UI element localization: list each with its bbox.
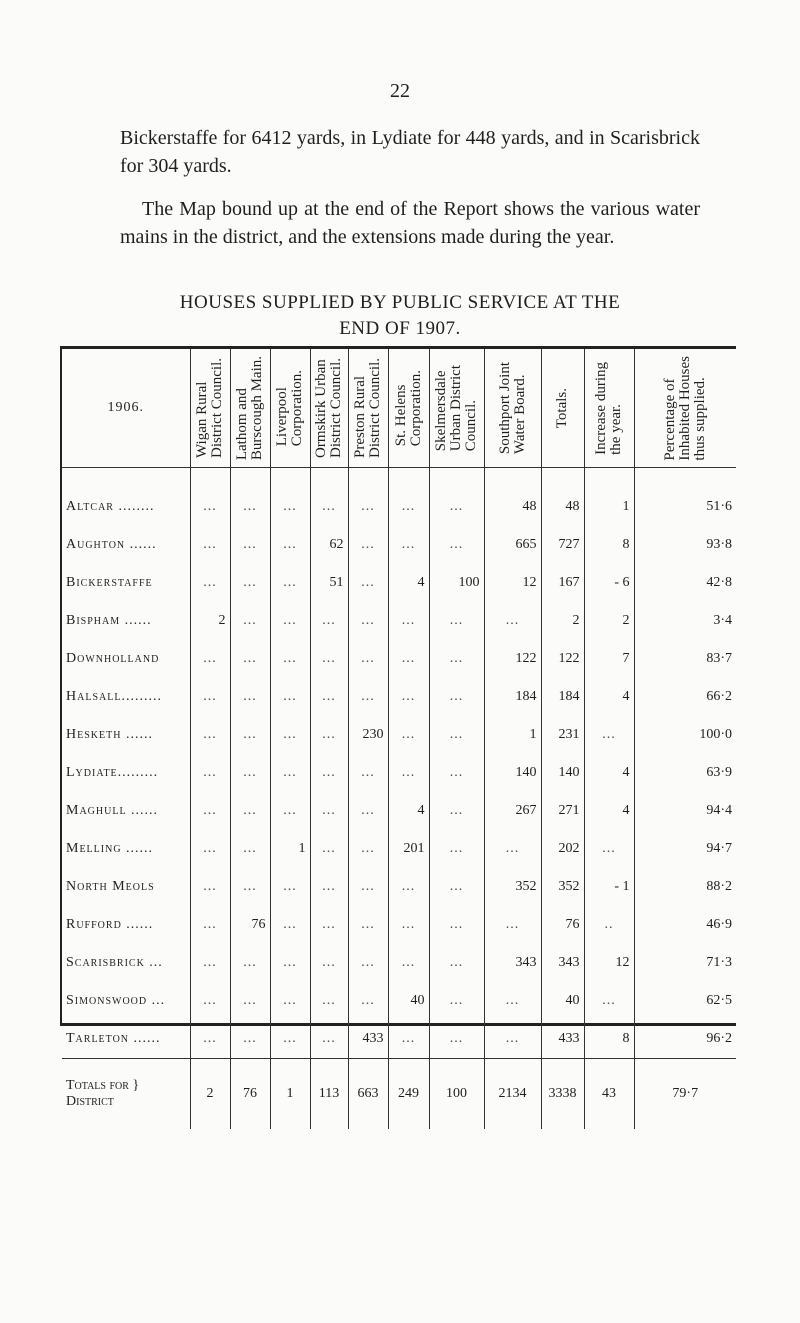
table-cell: ... [348,944,388,982]
table-cell: ... [348,982,388,1020]
table-row [62,526,736,564]
table-cell: ... [230,944,270,982]
col-header-liverpool: Liverpool Corporation. [270,349,310,468]
paragraph-continuation: Bickerstaffe for 6412 yards, in Lydiate for 448 yards, and in Scarisbrick for 304 yards. [120,127,700,177]
table-cell: ... [190,792,230,830]
table-cell: ... [230,640,270,678]
table-row [62,564,736,602]
table-cell: ... [270,1020,310,1059]
col-header-wigan: Wigan Rural District Council. [190,349,230,468]
table-cell: 3·4 [634,602,736,640]
table-title-line1: HOUSES SUPPLIED BY PUBLIC SERVICE AT THE [179,292,621,313]
col-header-skelmersdale: Skelmersdale Urban District Council. [429,349,484,468]
table-cell: 184 [541,678,584,716]
table-cell: ... [190,716,230,754]
year-header: 1906. [62,349,190,468]
table-cell: ... [348,488,388,526]
table-cell: 94·4 [634,792,736,830]
table-cell: 2 [541,602,584,640]
table-cell: ... [388,526,429,564]
table-cell: 76 [230,906,270,944]
table-cell: 727 [541,526,584,564]
row-place-name: Maghull ...... [66,803,159,818]
table-row [62,754,736,792]
table-cell: 100 [429,564,484,602]
table-cell: ... [190,526,230,564]
table-cell: 48 [541,488,584,526]
table-cell: ... [270,982,310,1020]
table-cell: 122 [484,640,541,678]
row-place-name: Scarisbrick ... [66,955,163,970]
table-cell: 343 [541,944,584,982]
table-cell: 2 [584,602,634,640]
table-cell: 4 [584,678,634,716]
table-cell: ... [190,944,230,982]
table-cell: ... [388,640,429,678]
row-place-name: Tarleton ...... [66,1031,161,1046]
table-cell: 1 [270,830,310,868]
table-row [62,488,736,526]
table-cell: ... [429,602,484,640]
total-cell: 663 [348,1059,388,1130]
total-cell: 2 [190,1059,230,1130]
table-cell: 267 [484,792,541,830]
table-cell: 352 [484,868,541,906]
table-cell: ... [584,830,634,868]
table-cell: 433 [348,1020,388,1059]
table-cell: ... [230,488,270,526]
table-cell: 1 [484,716,541,754]
table-cell: 665 [484,526,541,564]
table-cell: 93·8 [634,526,736,564]
table-cell: 46·9 [634,906,736,944]
table-cell: ... [230,678,270,716]
table-cell: 202 [541,830,584,868]
table-cell: ... [388,944,429,982]
table-cell: ... [388,1020,429,1059]
table-title [0,290,800,342]
total-cell: 100 [429,1059,484,1130]
totals-label: Totals for } District [62,1059,190,1130]
row-place-name: Hesketh ...... [66,727,153,742]
table-cell: ... [270,754,310,792]
total-cell: 113 [310,1059,348,1130]
table-row [62,716,736,754]
col-header-totals: Totals. [541,349,584,468]
table-cell: ... [310,640,348,678]
table-cell: 343 [484,944,541,982]
table-cell: ... [190,868,230,906]
col-header-preston: Preston Rural District Council. [348,349,388,468]
table-cell: ... [429,488,484,526]
table-cell: ... [429,526,484,564]
table-cell: ... [484,602,541,640]
table-cell: 271 [541,792,584,830]
table-cell: 63·9 [634,754,736,792]
page-number: 22 [390,80,410,102]
table-cell: ... [310,830,348,868]
table-cell: ... [190,906,230,944]
table-cell: ... [388,868,429,906]
table-cell: 51·6 [634,488,736,526]
table-cell: 140 [484,754,541,792]
table-cell: ... [190,754,230,792]
table-cell: ... [429,944,484,982]
table-cell: 96·2 [634,1020,736,1059]
table-cell: 352 [541,868,584,906]
table-cell: - 6 [584,564,634,602]
table-cell: 48 [484,488,541,526]
table-cell: 231 [541,716,584,754]
row-place-name: Altcar ........ [66,499,155,514]
table-cell: ... [348,602,388,640]
table-cell: ... [429,640,484,678]
paragraph-map-note: The Map bound up at the end of the Report shows the various water mains in the district, and the extensions made during the year. [120,198,700,248]
table-cell: ... [270,640,310,678]
col-header-lathom: Lathom and Burscough Main. [230,349,270,468]
table-cell: ... [270,678,310,716]
table-cell: 140 [541,754,584,792]
total-cell: 1 [270,1059,310,1130]
table-cell: ... [230,526,270,564]
row-place-name: Simonswood ... [66,993,166,1008]
table-cell: ... [230,792,270,830]
table-row [62,640,736,678]
table-cell: 94·7 [634,830,736,868]
table-row [62,868,736,906]
table-cell: 167 [541,564,584,602]
table-cell: ... [348,830,388,868]
table-cell: 83·7 [634,640,736,678]
table-cell: ... [348,868,388,906]
table-row [62,1020,736,1059]
table-cell: - 1 [584,868,634,906]
table-cell: ... [230,982,270,1020]
table-cell: ... [429,830,484,868]
table-cell: ... [388,488,429,526]
table-cell: 40 [388,982,429,1020]
table-cell: ... [310,602,348,640]
table-cell: ... [429,716,484,754]
table-cell: 71·3 [634,944,736,982]
table-cell: ... [270,944,310,982]
table-cell: 62 [310,526,348,564]
row-place-name: North Meols [66,879,155,894]
totals-row [62,1059,736,1130]
table-cell: 4 [388,792,429,830]
row-place-name: Downholland [66,651,160,666]
table-cell: ... [230,830,270,868]
table-cell: ... [429,906,484,944]
table-cell: ... [270,792,310,830]
table-cell: 8 [584,526,634,564]
table-cell: ... [348,792,388,830]
table-cell: ... [270,564,310,602]
houses-supplied-table [60,346,736,1109]
table-cell: ... [230,1020,270,1059]
table-row [62,830,736,868]
table-cell: ... [388,602,429,640]
table-cell: ... [190,1020,230,1059]
total-cell: 43 [584,1059,634,1130]
table-cell: 100·0 [634,716,736,754]
table-cell: .. [584,906,634,944]
table-row [62,792,736,830]
table-cell: ... [230,602,270,640]
table-cell: ... [348,564,388,602]
table-cell: ... [270,906,310,944]
table-cell: ... [270,868,310,906]
table-cell: 201 [388,830,429,868]
table-cell: 42·8 [634,564,736,602]
table-row [62,944,736,982]
table-cell: ... [310,716,348,754]
table-cell: 1 [584,488,634,526]
row-place-name: Bickerstaffe [66,575,153,590]
table-cell: ... [190,488,230,526]
table-cell: ... [388,678,429,716]
table-cell: ... [348,906,388,944]
table-cell: 122 [541,640,584,678]
table-cell: ... [348,754,388,792]
table-cell: ... [484,906,541,944]
table-cell: ... [584,716,634,754]
table-cell: ... [230,716,270,754]
table-cell: ... [230,868,270,906]
col-header-st-helens: St. Helens Corporation. [388,349,429,468]
header-row [62,349,736,468]
row-place-name: Aughton ...... [66,537,157,552]
table-row [62,906,736,944]
table-cell: ... [310,944,348,982]
table-cell: ... [190,678,230,716]
table-cell: ... [388,754,429,792]
table-cell: ... [190,640,230,678]
table-cell: ... [429,982,484,1020]
table-row [62,678,736,716]
table-cell: 40 [541,982,584,1020]
row-place-name: Melling ...... [66,841,154,856]
table-cell: ... [230,564,270,602]
table-cell: 12 [484,564,541,602]
table-cell: 8 [584,1020,634,1059]
table-body [62,468,736,1059]
table-cell: 184 [484,678,541,716]
table-cell: ... [310,488,348,526]
table-cell: 76 [541,906,584,944]
table-cell: ... [310,792,348,830]
total-cell: 76 [230,1059,270,1130]
table-cell: 51 [310,564,348,602]
col-header-percentage: Percentage of Inhabited Houses thus supplied. [634,349,736,468]
table-cell: 66·2 [634,678,736,716]
table-cell: ... [270,602,310,640]
total-cell: 2134 [484,1059,541,1130]
table-cell: ... [230,754,270,792]
table-cell: ... [310,982,348,1020]
table-cell: ... [270,488,310,526]
table-cell: ... [429,792,484,830]
table-cell: 4 [584,754,634,792]
table-cell: ... [190,982,230,1020]
table-cell: ... [388,906,429,944]
table-cell: ... [348,678,388,716]
table-cell: ... [484,1020,541,1059]
table-cell: 12 [584,944,634,982]
row-place-name: Rufford ...... [66,917,154,932]
row-place-name: Lydiate......... [66,765,159,780]
table-title-line2: END OF 1907. [339,318,461,339]
table-row [62,602,736,640]
table-cell: ... [270,526,310,564]
col-header-increase: Increase during the year. [584,349,634,468]
table-cell: ... [310,1020,348,1059]
total-cell: 79·7 [634,1059,736,1130]
row-place-name: Bispham ...... [66,613,152,628]
table-cell: ... [190,564,230,602]
table-cell: 62·5 [634,982,736,1020]
table-cell: ... [429,868,484,906]
col-header-southport: Southport Joint Water Board. [484,349,541,468]
row-place-name: Halsall......... [66,689,162,704]
table-cell: ... [429,1020,484,1059]
table-cell: ... [270,716,310,754]
table-cell: ... [310,868,348,906]
table-cell: 88·2 [634,868,736,906]
table-cell: ... [310,678,348,716]
table-row [62,982,736,1020]
table-cell: 2 [190,602,230,640]
table-cell: ... [429,678,484,716]
table-cell: ... [348,640,388,678]
table-cell: 4 [388,564,429,602]
table-cell: 230 [348,716,388,754]
table-cell: 433 [541,1020,584,1059]
table-cell: ... [429,754,484,792]
table-cell: ... [310,906,348,944]
table-cell: ... [484,830,541,868]
table-cell: ... [484,982,541,1020]
total-cell: 249 [388,1059,429,1130]
table-cell: ... [310,754,348,792]
table-cell: ... [190,830,230,868]
col-header-ormskirk: Ormskirk Urban District Council. [310,349,348,468]
table-cell: ... [388,716,429,754]
table-cell: ... [584,982,634,1020]
table-cell: 4 [584,792,634,830]
table-cell: 7 [584,640,634,678]
total-cell: 3338 [541,1059,584,1130]
table-cell: ... [348,526,388,564]
